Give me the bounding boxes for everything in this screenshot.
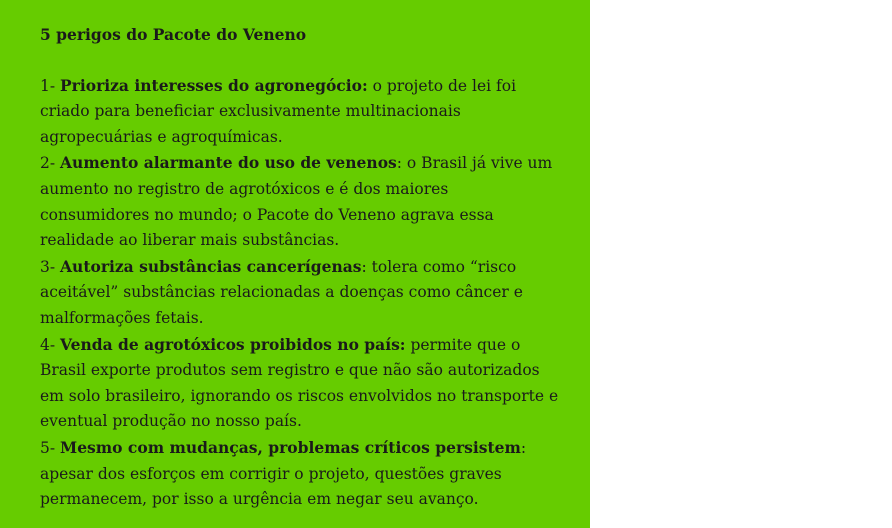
list-item [40,435,560,513]
list-item [40,332,560,435]
section-title: 5 perigos do Pacote do Veneno [40,25,307,44]
item-text: : o Brasil já vive um aumento no registro de agrotóxicos e é dos maiores consumidores no mundo; o Pacote do Veneno agrava essa realidade ao liberar mais substâncias. [40,154,553,250]
list-item [40,254,560,332]
item-text: : tolera como “risco aceitável” substâncias relacionadas a doenças como câncer e malformações fetais. [40,257,523,327]
item-number: 3- [40,257,61,276]
list-item [40,73,560,151]
item-text: : apesar dos esforços em corrigir o projeto, questões graves permanecem, por isso a urgência em negar seu avanço. [40,438,527,509]
item-text: permite que o Brasil exporte produtos sem registro e que não são autorizados em solo brasileiro, ignorando os riscos envolvidos no transporte e eventual produção no nosso país. [40,335,559,431]
item-number: 5- [40,438,61,457]
item-heading: Autoriza substâncias cancerígenas [60,256,362,276]
item-heading: Aumento alarmante do uso de venenos [60,153,397,173]
item-heading: Venda de agrotóxicos proibidos no país: [60,334,406,354]
item-number: 1- [40,76,61,95]
item-number: 2- [40,154,61,173]
item-heading: Prioriza interesses do agronegócio: [60,75,368,95]
list-item [40,150,560,253]
item-text: o projeto de lei foi criado para beneficiar exclusivamente multinacionais agropecuárias e agroquímicas. [40,76,517,146]
item-heading: Mesmo com mudanças, problemas críticos persistem [60,437,521,457]
item-number: 4- [40,335,61,354]
